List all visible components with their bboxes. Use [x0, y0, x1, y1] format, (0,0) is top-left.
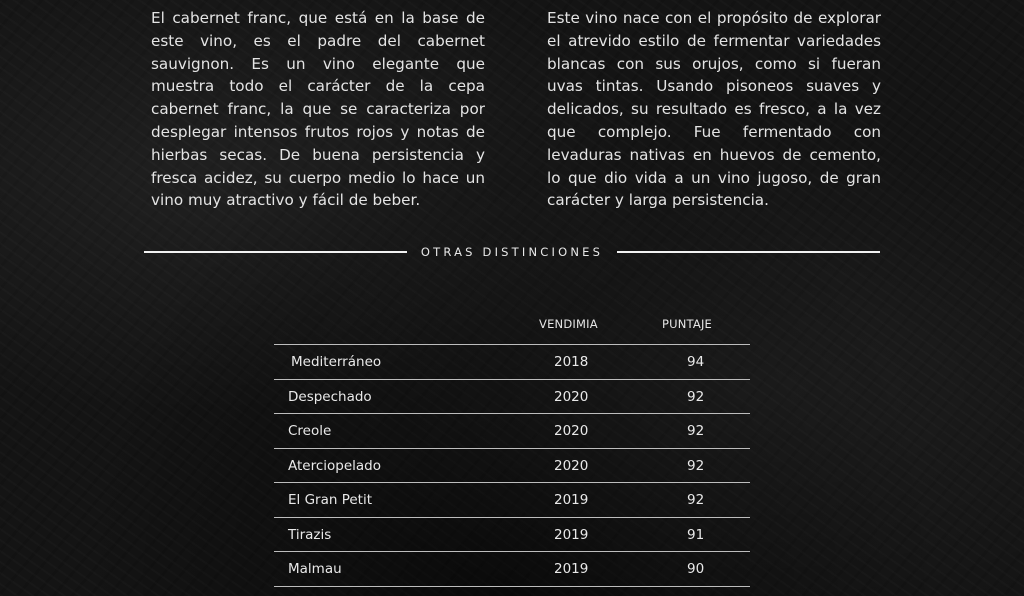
wine-name: El Gran Petit [288, 492, 373, 508]
header-vendimia: VENDIMIA [539, 317, 598, 331]
wine-score: 92 [687, 492, 705, 508]
wine-name: Creole [288, 423, 332, 439]
table-row [274, 344, 750, 379]
wine-score: 92 [687, 388, 705, 405]
left-description-paragraph: El cabernet franc, que está en la base de este vino, es el padre del cabernet sauvignon. Es un vino elegante que muestra todo el carácter de la cepa cabernet franc, la que se caracteriza por desplegar intensos frutos rojos y notas de hierbas secas. De buena persistencia y fresca acidez, su cuerpo medio lo hace un vino muy atractivo y fácil de beber. [151, 9, 485, 210]
right-description-paragraph: Este vino nace con el propósito de explorar el atrevido estilo de fermentar variedades blancas con sus orujos, como si fueran uvas tintas. Usando pisoneos suaves y delicados, su resultado es fresco, a la vez que complejo. Fue fermentado con levaduras nativas en huevos de cemento, lo que dio vida a un vino jugoso, de gran carácter y larga persistencia. [547, 9, 881, 210]
vintage-year: 2020 [554, 457, 589, 474]
table-row [274, 448, 750, 483]
vintage-year: 2018 [554, 354, 589, 370]
wine-score: 90 [687, 561, 705, 577]
wine-name: Malmau [288, 561, 342, 577]
wine-score: 92 [687, 423, 705, 439]
distinctions-table [274, 310, 750, 587]
wine-name: Mediterráneo [291, 354, 382, 370]
table-header [274, 310, 750, 344]
wine-name: Despechado [288, 388, 372, 405]
wine-score: 92 [687, 457, 705, 474]
vintage-year: 2020 [554, 388, 589, 405]
section-title: OTRAS DISTINCIONES [420, 244, 604, 259]
vintage-year: 2020 [554, 423, 589, 439]
vintage-year: 2019 [554, 561, 589, 577]
wine-score: 94 [687, 354, 705, 370]
table-row [274, 413, 750, 448]
header-puntaje: PUNTAJE [662, 317, 713, 331]
table-row [274, 379, 750, 414]
divider-line-left [144, 251, 407, 253]
table-row [274, 482, 750, 517]
wine-name: Aterciopelado [288, 457, 382, 474]
table-row [274, 517, 750, 552]
table-row [274, 551, 750, 587]
vintage-year: 2019 [554, 492, 589, 508]
divider-line-right [617, 251, 880, 253]
section-divider [144, 244, 880, 259]
wine-name: Tirazis [288, 526, 332, 543]
wine-score: 91 [687, 526, 705, 543]
vintage-year: 2019 [554, 526, 589, 543]
